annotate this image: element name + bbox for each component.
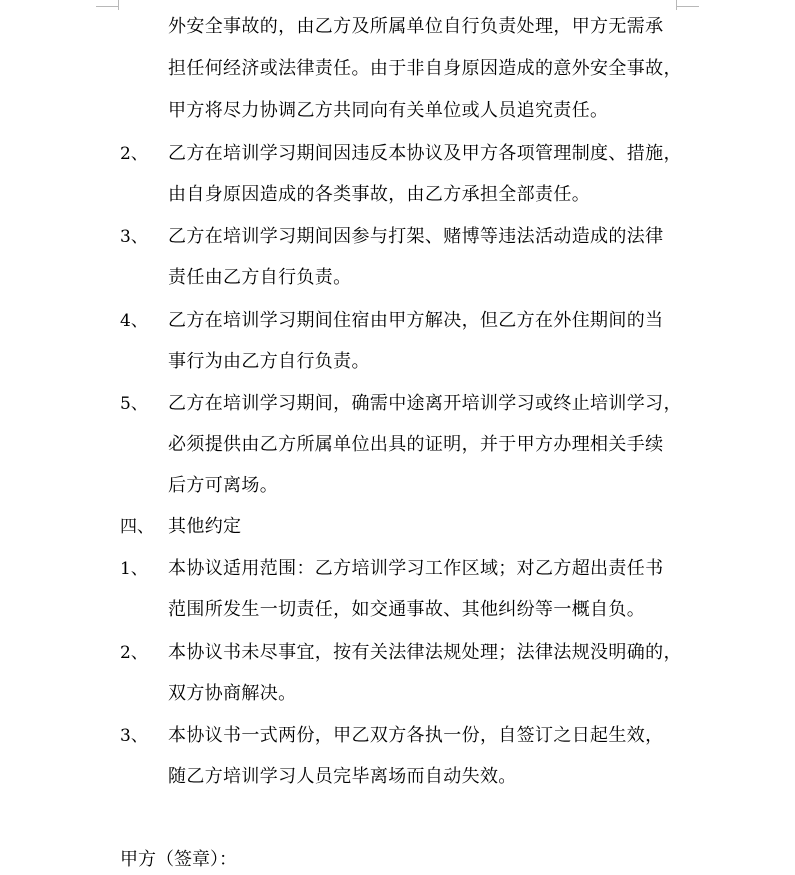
list-item-line: 本协议书一式两份，甲乙双方各执一份，自签订之日起生效， [168, 725, 664, 746]
list-item-number: 3、 [120, 227, 148, 247]
crop-mark-right-h [677, 6, 699, 7]
list-item-line: 乙方在培训学习期间住宿由甲方解决，但乙方在外住期间的当 [168, 310, 664, 331]
paragraph-line: 外安全事故的，由乙方及所属单位自行负责处理，甲方无需承 [168, 16, 664, 37]
list-item-number: 2、 [120, 643, 148, 663]
list-item-line: 乙方在培训学习期间因参与打架、赌博等违法活动造成的法律 [168, 226, 664, 247]
paragraph-line: 甲方将尽力协调乙方共同向有关单位或人员追究责任。 [168, 100, 609, 121]
list-item-number: 3、 [120, 726, 148, 746]
crop-mark-left-h [96, 6, 118, 7]
list-item-line: 必须提供由乙方所属单位出具的证明，并于甲方办理相关手续 [168, 434, 664, 455]
list-item-number: 5、 [120, 394, 148, 414]
list-item-line: 本协议适用范围：乙方培训学习工作区域；对乙方超出责任书 [168, 558, 664, 579]
list-item-line: 事行为由乙方自行负责。 [168, 351, 370, 372]
list-item-line: 后方可离场。 [168, 475, 279, 496]
section-title: 其他约定 [168, 516, 242, 537]
list-item-line: 范围所发生一切责任，如交通事故、其他纠纷等一概自负。 [168, 599, 646, 620]
crop-mark-right [676, 0, 677, 10]
list-item-number: 1、 [120, 559, 148, 579]
list-item-number: 4、 [120, 311, 148, 331]
list-item-number: 2、 [120, 144, 148, 164]
list-item-line: 乙方在培训学习期间，确需中途离开培训学习或终止培训学习， [168, 393, 682, 414]
paragraph-line: 担任何经济或法律责任。由于非自身原因造成的意外安全事故， [168, 58, 682, 79]
list-item-line: 由自身原因造成的各类事故，由乙方承担全部责任。 [168, 184, 591, 205]
list-item-line: 随乙方培训学习人员完毕离场而自动失效。 [168, 766, 517, 787]
crop-mark-left [118, 0, 119, 10]
list-item-line: 本协议书未尽事宜，按有关法律法规处理；法律法规没明确的， [168, 642, 682, 663]
list-item-line: 乙方在培训学习期间因违反本协议及甲方各项管理制度、措施， [168, 143, 682, 164]
signature-party-a: 甲方（签章）： [120, 849, 237, 870]
list-item-line: 责任由乙方自行负责。 [168, 267, 352, 288]
section-number: 四、 [120, 517, 154, 537]
list-item-line: 双方协商解决。 [168, 683, 297, 704]
